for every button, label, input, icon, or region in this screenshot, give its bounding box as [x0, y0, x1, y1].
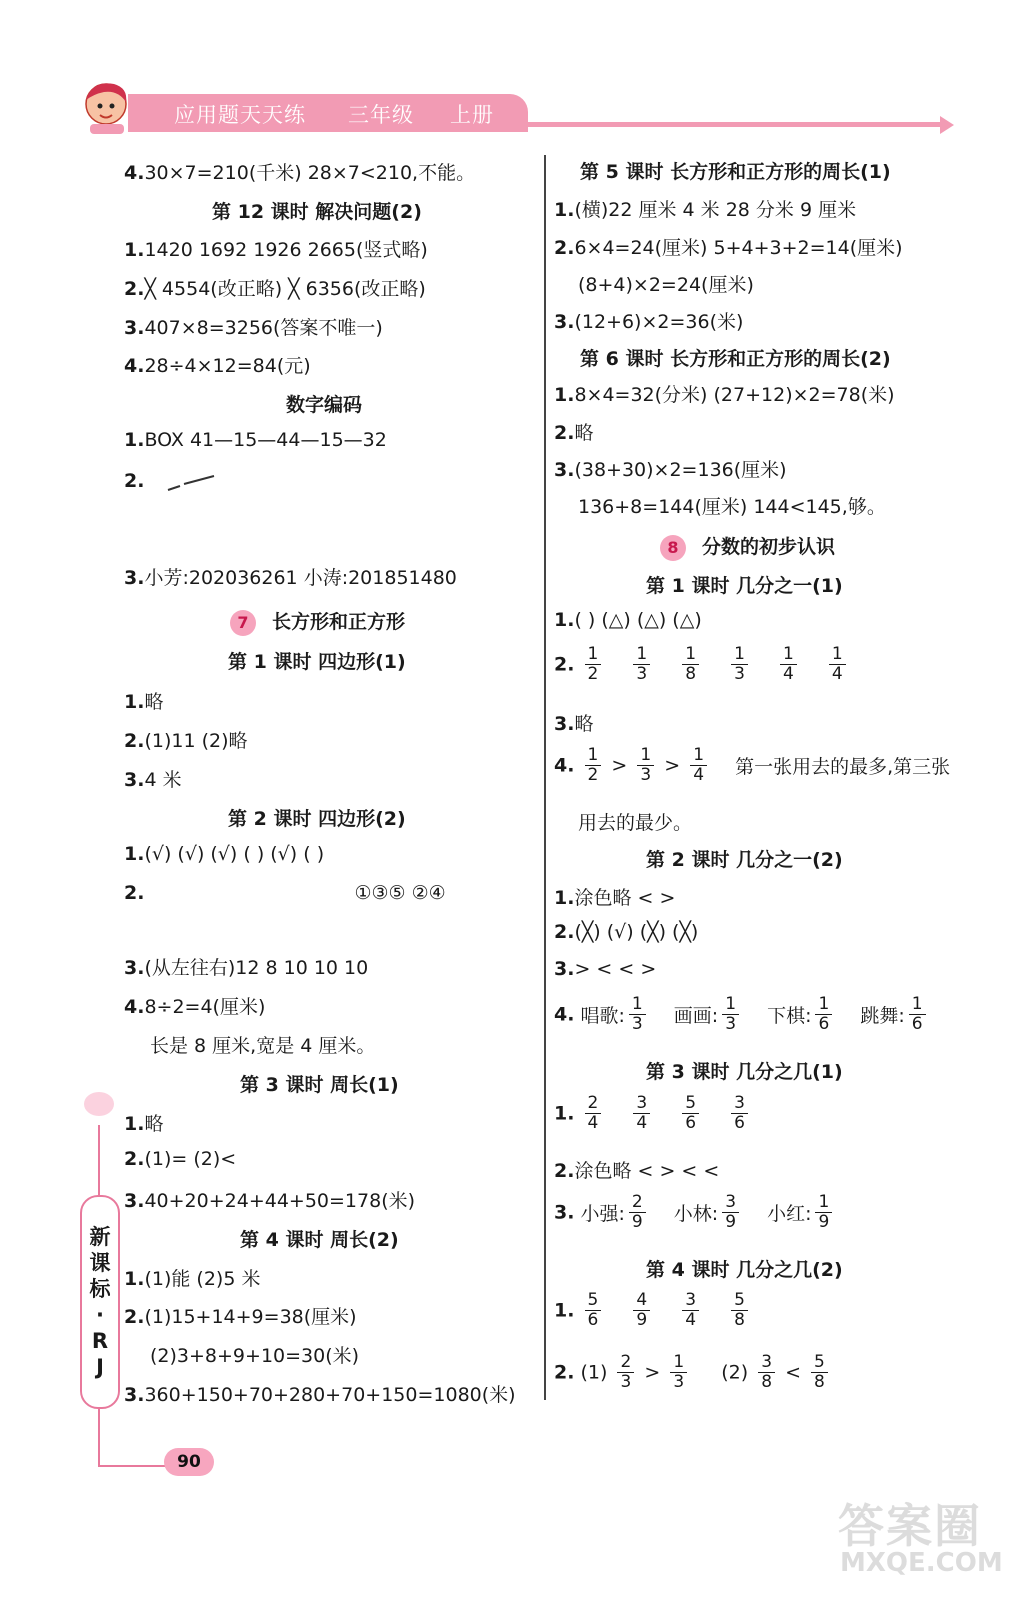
answer-line: 3.40+20+24+44+50=178(米)	[124, 1190, 416, 1212]
lesson-heading: 第 1 课时 几分之一(1)	[646, 575, 843, 597]
fraction: $\frac{1}{3}$	[637, 747, 654, 784]
fraction-row: 4. $\frac{1}{2}$ > $\frac{1}{3}$ > $\frac{1}{4}$ 第一张用去的最多,第三张	[554, 745, 951, 785]
answer-line: 3.(38+30)×2=136(厘米)	[554, 459, 787, 481]
fraction: $\frac{1}{2}$	[585, 646, 602, 683]
header-arrow-icon	[940, 116, 954, 134]
answer-line: 1.BOX 41—15—44—15—32	[124, 429, 387, 451]
fraction: $\frac{2}{4}$	[585, 1095, 602, 1132]
lesson-heading: 第 1 课时 四边形(1)	[228, 651, 406, 673]
fraction: $\frac{2}{3}$	[617, 1354, 634, 1391]
fraction: $\frac{1}{6}$	[815, 996, 832, 1033]
answer-line: 136+8=144(厘米) 144<145,够。	[578, 496, 886, 518]
watermark-logo: 答案圈	[838, 1499, 982, 1553]
fraction: $\frac{1}{4}$	[780, 646, 797, 683]
answer-line: 2.(1)15+14+9=38(厘米)	[124, 1306, 357, 1328]
answer-line: 用去的最少。	[578, 812, 693, 834]
answer-line: 1.涂色略 < >	[554, 887, 676, 909]
answer-line: 3.(12+6)×2=36(米)	[554, 311, 744, 333]
answer-line: 4.8÷2=4(厘米)	[124, 996, 266, 1018]
fraction: $\frac{3}{4}$	[633, 1095, 650, 1132]
answer-line: 3.360+150+70+280+70+150=1080(米)	[124, 1384, 516, 1406]
fraction: $\frac{3}{4}$	[682, 1292, 699, 1329]
answer-line: 长是 8 厘米,宽是 4 厘米。	[150, 1035, 376, 1057]
fraction-row: 3. 小强: $\frac{2}{9}$ 小林: $\frac{3}{9}$ 小红: $\frac{1}{9}$	[554, 1194, 836, 1231]
column-divider	[544, 155, 546, 1400]
curriculum-badge: 新 课 标 · R J	[80, 1195, 120, 1409]
lesson-heading: 第 3 课时 几分之几(1)	[646, 1061, 843, 1083]
answer-line: 1.8×4=32(分米) (27+12)×2=78(米)	[554, 384, 895, 406]
fraction: $\frac{5}{6}$	[682, 1095, 699, 1132]
fraction: $\frac{1}{4}$	[690, 747, 707, 784]
fraction: $\frac{1}{2}$	[585, 747, 602, 784]
fraction: $\frac{1}{3}$	[633, 646, 650, 683]
answer-line: 1.略	[124, 691, 164, 713]
fraction: $\frac{5}{6}$	[585, 1292, 602, 1329]
page-number: 90	[164, 1448, 214, 1476]
answer-line: 4.28÷4×12=84(元)	[124, 355, 311, 377]
lesson-heading: 第 3 课时 周长(1)	[240, 1074, 399, 1096]
lesson-heading: 第 5 课时 长方形和正方形的周长(1)	[580, 161, 891, 183]
header-volume: 上册	[450, 103, 494, 127]
lesson-heading: 第 12 课时 解决问题(2)	[212, 201, 422, 223]
answer-line: 2.6×4=24(厘米) 5+4+3+2=14(厘米)	[554, 237, 903, 259]
answer-line: (8+4)×2=24(厘米)	[578, 274, 754, 296]
fraction: $\frac{1}{8}$	[682, 646, 699, 683]
answer-line: 3.(从左往右)12 8 10 10 10	[124, 957, 369, 979]
lesson-heading: 第 4 课时 周长(2)	[240, 1229, 399, 1251]
fraction: $\frac{2}{9}$	[629, 1194, 646, 1231]
answer-line: 3.> < < >	[554, 958, 657, 980]
answer-line: 2.	[124, 470, 145, 492]
watermark-url: MXQE.COM	[840, 1548, 1003, 1578]
fraction: $\frac{3}{9}$	[722, 1194, 739, 1231]
answer-line: 2.╳ 4554(改正略) ╳ 6356(改正略)	[124, 278, 426, 300]
fraction: $\frac{3}{6}$	[731, 1095, 748, 1132]
fraction: $\frac{1}{3}$	[722, 996, 739, 1033]
lesson-heading: 第 2 课时 四边形(2)	[228, 808, 406, 830]
answer-line: 3.407×8=3256(答案不唯一)	[124, 317, 383, 339]
fraction-row: 1. $\frac{5}{6}$ $\frac{4}{9}$ $\frac{3}{4}$ $\frac{5}{8}$	[554, 1292, 752, 1329]
answer-line: 2. ①③⑤ ②④	[124, 882, 446, 904]
side-rail-foot	[98, 1465, 168, 1467]
answer-line: 2.(1)11 (2)略	[124, 730, 248, 752]
fraction: $\frac{1}{3}$	[629, 996, 646, 1033]
section-heading: 7 长方形和正方形	[230, 607, 405, 636]
lesson-heading: 第 4 课时 几分之几(2)	[646, 1259, 843, 1281]
header-title: 应用题天天练	[174, 103, 306, 127]
section-badge: 8	[660, 535, 686, 561]
header-grade: 三年级	[348, 103, 414, 127]
answer-line: 1.(1)能 (2)5 米	[124, 1268, 261, 1290]
answer-line: 1.略	[124, 1113, 164, 1135]
answer-line: 1.1420 1692 1926 2665(竖式略)	[124, 239, 428, 261]
answer-line: 3.小芳:202036261 小涛:201851480	[124, 567, 457, 589]
answer-line: 2.(╳) (√) (╳) (╳)	[554, 921, 699, 943]
answer-line: 2.涂色略 < > < <	[554, 1160, 720, 1182]
fraction-row: 2. (1) $\frac{2}{3}$ > $\frac{1}{3}$ (2) $\frac{3}{8}$ < $\frac{5}{8}$	[554, 1354, 832, 1391]
answer-line: 3.4 米	[124, 769, 182, 791]
answer-line: 1.( ) (△) (△) (△)	[554, 609, 702, 631]
fraction-row: 1. $\frac{2}{4}$ $\frac{3}{4}$ $\frac{5}{6}$ $\frac{3}{6}$	[554, 1095, 752, 1132]
fraction: $\frac{3}{8}$	[758, 1354, 775, 1391]
answer-line: 1.(√) (√) (√) ( ) (√) ( )	[124, 843, 325, 865]
answer-line: 4.30×7=210(千米) 28×7<210,不能。	[124, 162, 476, 184]
fraction: $\frac{1}{9}$	[815, 1194, 832, 1231]
lesson-heading: 第 2 课时 几分之一(2)	[646, 849, 843, 871]
sketch-mark	[160, 470, 230, 500]
fraction: $\frac{1}{4}$	[829, 646, 846, 683]
section-heading: 8 分数的初步认识	[660, 532, 835, 561]
answer-line: (2)3+8+9+10=30(米)	[150, 1345, 360, 1367]
fraction-row: 2. $\frac{1}{2}$ $\frac{1}{3}$ $\frac{1}{8}$ $\frac{1}{3}$ $\frac{1}{4}$ $\frac{1}{4}$	[554, 646, 850, 683]
section-badge: 7	[230, 610, 256, 636]
answer-line: 1.(横)22 厘米 4 米 28 分米 9 厘米	[554, 199, 857, 221]
fraction: $\frac{5}{8}$	[731, 1292, 748, 1329]
answer-line: 2.(1)= (2)<	[124, 1148, 237, 1170]
answer-line: 3.略	[554, 713, 594, 735]
fraction: $\frac{4}{9}$	[633, 1292, 650, 1329]
fraction: $\frac{1}{3}$	[670, 1354, 687, 1391]
fraction: $\frac{1}{3}$	[731, 646, 748, 683]
lesson-heading: 数字编码	[286, 394, 363, 416]
fraction: $\frac{5}{8}$	[811, 1354, 828, 1391]
fraction: $\frac{1}{6}$	[909, 996, 926, 1033]
fraction-row: 4. 唱歌: $\frac{1}{3}$ 画画: $\frac{1}{3}$ 下棋: $\frac{1}{6}$ 跳舞: $\frac{1}{6}$	[554, 996, 930, 1033]
answer-line: 2.略	[554, 422, 594, 444]
lesson-heading: 第 6 课时 长方形和正方形的周长(2)	[580, 348, 891, 370]
snail-icon	[84, 1092, 114, 1116]
